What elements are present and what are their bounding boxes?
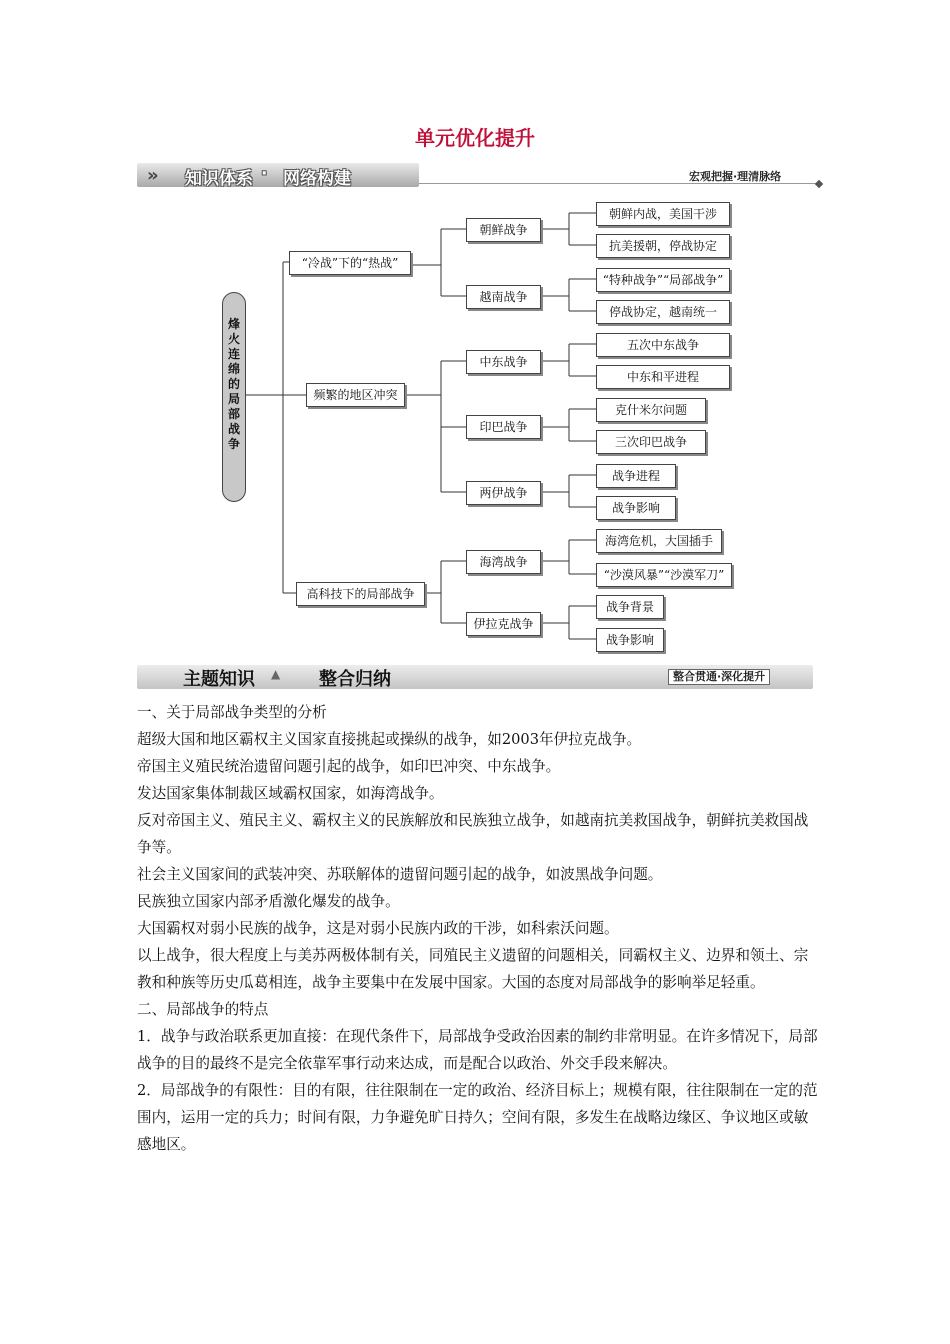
detail-item: 战争影响 — [596, 496, 676, 520]
banner-subtitle: 宏观把握·理清脉络 — [689, 170, 782, 183]
banner-dot: · — [261, 164, 268, 184]
banner-title-a: 主题知识 — [183, 669, 255, 690]
detail-item: 战争背景 — [596, 595, 664, 619]
paragraph: 反对帝国主义、殖民主义、霸权主义的民族解放和民族独立战争，如越南抗美救国战争，朝鲜抗美救国战争等。 — [137, 812, 809, 856]
paragraph: 1．战争与政治联系更加直接：在现代条件下，局部战争受政治因素的制约非常明显。在许多情况下，局部战争的目的最终不是完全依靠军事行动来达成，而是配合以政治、外交手段来解决。 — [137, 1028, 818, 1072]
page-title: 单元优化提升 — [415, 126, 535, 150]
detail-item: 战争进程 — [596, 464, 676, 488]
node-korean-war: 朝鲜战争 — [466, 218, 541, 242]
paragraph: 2．局部战争的有限性：目的有限，往往限制在一定的政治、经济目标上；规模有限，往往限制在一定的范围内，运用一定的兵力；时间有限，力争避免旷日持久；空间有限，多发生在战略边缘区、争议地区或敏感地区。 — [137, 1082, 818, 1153]
mind-map-root: 烽 火 连 绵 的 局 部 战 争 — [222, 292, 246, 502]
paragraph: 超级大国和地区霸权主义国家直接挑起或操纵的战争，如2003年伊拉克战争。 — [137, 731, 642, 748]
node-gulf-war: 海湾战争 — [466, 550, 541, 574]
paragraph: 社会主义国家间的武装冲突、苏联解体的遗留问题引起的战争，如波黑战争问题。 — [137, 866, 663, 883]
detail-item: 朝鲜内战，美国干涉 — [596, 202, 730, 226]
section-heading: 一、关于局部战争类型的分析 — [137, 704, 327, 721]
detail-item: 三次印巴战争 — [596, 430, 706, 454]
paragraph: 民族独立国家内部矛盾激化爆发的战争。 — [137, 893, 400, 910]
detail-item: 抗美援朝，停战协定 — [596, 234, 730, 258]
node-vietnam-war: 越南战争 — [466, 285, 541, 309]
section-heading: 二、局部战争的特点 — [137, 1001, 269, 1018]
node-middle-east-war: 中东战争 — [466, 350, 541, 374]
banner-title-a: 知识体系 — [185, 169, 253, 189]
node-iraq-war: 伊拉克战争 — [466, 612, 541, 636]
detail-item: 五次中东战争 — [596, 333, 730, 357]
banner-subtitle: 整合贯通·深化提升 — [668, 669, 770, 685]
detail-item: 克什米尔问题 — [596, 398, 706, 422]
paragraph: 帝国主义殖民统治遗留问题引起的战争，如印巴冲突、中东战争。 — [137, 758, 561, 775]
detail-item: 中东和平进程 — [596, 365, 730, 389]
article-body — [137, 699, 819, 1158]
detail-item: 海湾危机，大国插手 — [596, 529, 722, 553]
paragraph: 以上战争，很大程度上与美苏两极体制有关，同殖民主义遗留的问题相关，同霸权主义、边界和领土、宗教和种族等历史瓜葛相连，战争主要集中在发展中国家。大国的态度对局部战争的影响举足轻重。 — [137, 947, 809, 991]
paragraph: 大国霸权对弱小民族的战争，这是对弱小民族内政的干涉，如科索沃问题。 — [137, 920, 619, 937]
node-cold-war-hot-war: “冷战”下的“热战” — [289, 251, 411, 275]
banner-title-b: 网络构建 — [283, 169, 351, 189]
detail-item: 停战协定，越南统一 — [596, 300, 730, 324]
triangle-up-icon: ▲ — [271, 667, 281, 681]
section-banner-theme-knowledge — [137, 665, 813, 689]
detail-item: “沙漠风暴”“沙漠军刀” — [596, 563, 732, 587]
detail-item: 战争影响 — [596, 628, 664, 652]
detail-item: “特种战争”“局部战争” — [596, 268, 730, 292]
chevron-right-icon: » — [147, 165, 159, 186]
node-iran-iraq-war: 两伊战争 — [466, 481, 541, 505]
paragraph: 发达国家集体制裁区域霸权国家，如海湾战争。 — [137, 785, 444, 802]
node-indo-pak-war: 印巴战争 — [466, 415, 541, 439]
node-high-tech-wars: 高科技下的局部战争 — [296, 582, 425, 606]
banner-title-b: 整合归纳 — [319, 669, 391, 690]
node-regional-conflicts: 频繁的地区冲突 — [306, 383, 405, 407]
